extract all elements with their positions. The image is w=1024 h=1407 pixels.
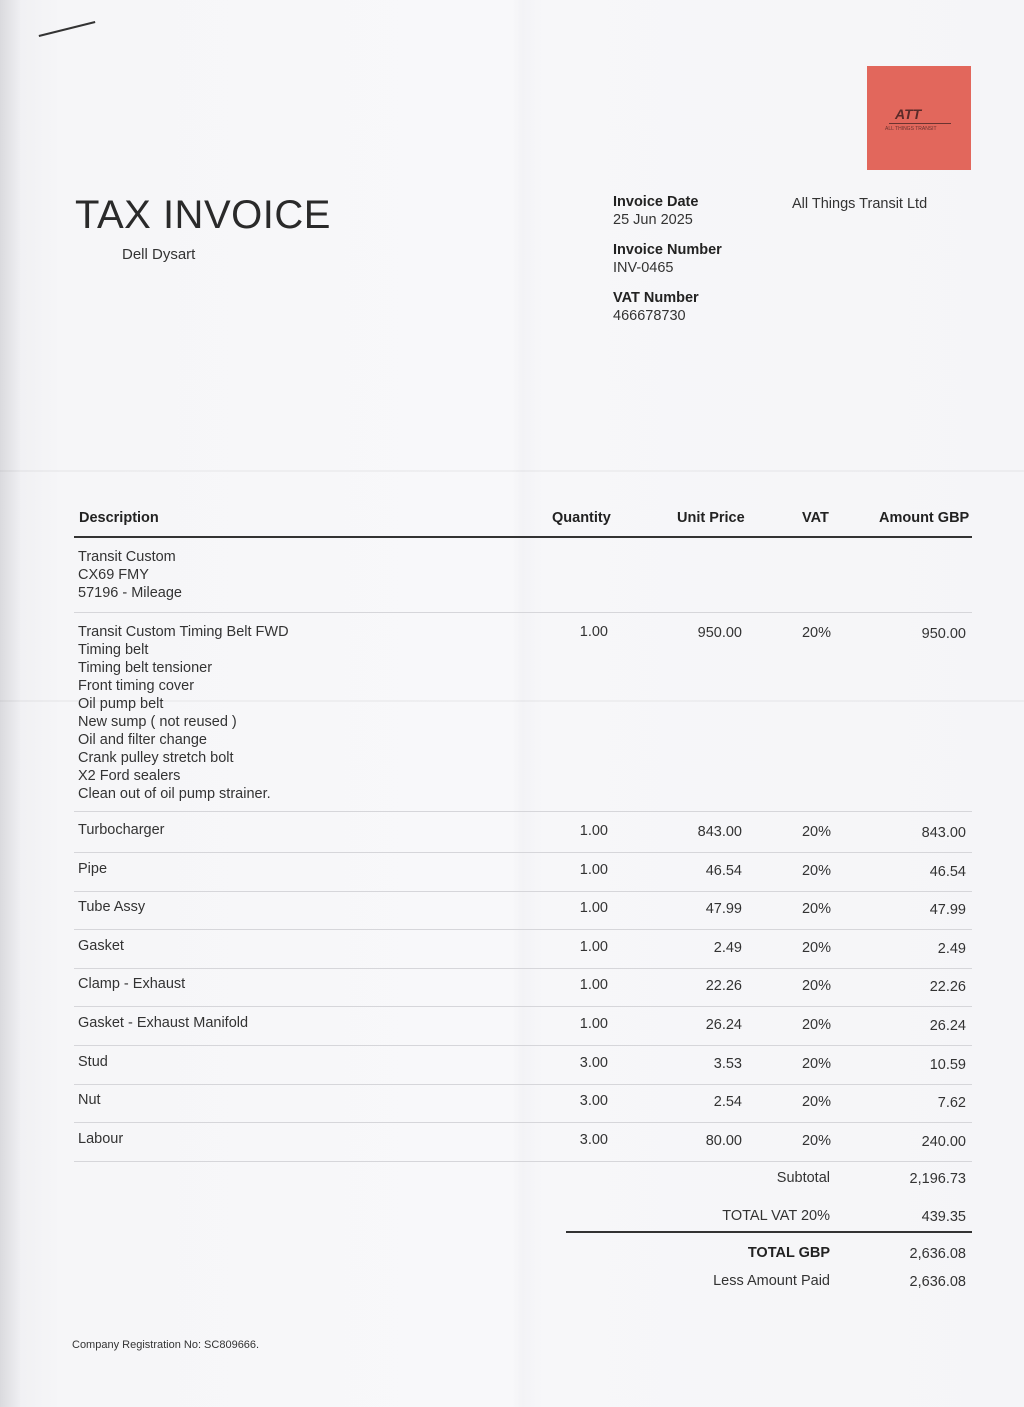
item-quantity: 1.00 bbox=[579, 1016, 608, 1032]
vat-total-label: TOTAL VAT 20% bbox=[722, 1208, 830, 1224]
vat-number-block bbox=[613, 289, 699, 325]
item-amount: 47.99 bbox=[929, 902, 966, 918]
page-edge-shadow bbox=[0, 0, 20, 1407]
item-quantity: 3.00 bbox=[579, 1132, 608, 1148]
main-item-amount: 950.00 bbox=[921, 626, 966, 642]
item-unit-price: 22.26 bbox=[705, 978, 742, 994]
row-divider bbox=[74, 891, 972, 892]
item-description: Stud bbox=[78, 1054, 108, 1070]
item-unit-price: 47.99 bbox=[705, 901, 742, 917]
paper-fold bbox=[0, 470, 1024, 472]
item-quantity: 3.00 bbox=[579, 1055, 608, 1071]
main-item-line: Crank pulley stretch bolt bbox=[78, 750, 234, 766]
subtotal-label: Subtotal bbox=[776, 1170, 830, 1186]
item-unit-price: 26.24 bbox=[705, 1017, 742, 1033]
item-description: Nut bbox=[78, 1092, 101, 1108]
item-unit-price: 2.54 bbox=[713, 1094, 742, 1110]
item-unit-price: 3.53 bbox=[713, 1056, 742, 1072]
vat-total-value: 439.35 bbox=[921, 1209, 966, 1225]
invoice-number-label: Invoice Number bbox=[613, 242, 722, 258]
item-vat: 20% bbox=[801, 1133, 831, 1149]
column-header-quantity: Quantity bbox=[552, 510, 611, 526]
main-item-line: Oil and filter change bbox=[78, 732, 207, 748]
pen-mark bbox=[39, 21, 96, 37]
item-quantity: 1.00 bbox=[579, 862, 608, 878]
vat-number-label: VAT Number bbox=[613, 290, 699, 306]
header-rule bbox=[74, 536, 972, 538]
item-vat: 20% bbox=[801, 1017, 831, 1033]
main-item-line: Front timing cover bbox=[78, 678, 195, 694]
item-amount: 22.26 bbox=[929, 979, 966, 995]
item-vat: 20% bbox=[801, 1094, 831, 1110]
item-unit-price: 80.00 bbox=[705, 1133, 742, 1149]
amount-paid-value: 2,636.08 bbox=[909, 1274, 966, 1290]
logo-subtitle: ALL THINGS TRANSIT bbox=[885, 126, 937, 132]
row-divider bbox=[74, 1084, 972, 1085]
item-quantity: 1.00 bbox=[579, 939, 608, 955]
total-gbp-value: 2,636.08 bbox=[909, 1246, 966, 1262]
main-item-quantity: 1.00 bbox=[579, 624, 608, 640]
main-item-vat: 20% bbox=[801, 625, 831, 641]
item-description: Clamp - Exhaust bbox=[78, 976, 186, 992]
company-registration: Company Registration No: SC809666. bbox=[72, 1339, 260, 1351]
main-item-line: Timing belt bbox=[78, 642, 149, 658]
row-divider bbox=[74, 1122, 972, 1123]
vehicle-mileage: 57196 - Mileage bbox=[78, 585, 182, 601]
item-amount: 46.54 bbox=[929, 864, 966, 880]
row-divider bbox=[74, 612, 972, 613]
main-item-line: Transit Custom Timing Belt FWD bbox=[78, 624, 289, 640]
item-amount: 26.24 bbox=[929, 1018, 966, 1034]
total-gbp-label: TOTAL GBP bbox=[747, 1245, 830, 1261]
column-header-vat: VAT bbox=[802, 510, 829, 526]
page-title: TAX INVOICE bbox=[75, 193, 331, 237]
item-amount: 10.59 bbox=[929, 1057, 966, 1073]
item-vat: 20% bbox=[801, 940, 831, 956]
item-amount: 240.00 bbox=[921, 1134, 966, 1150]
item-amount: 7.62 bbox=[937, 1095, 966, 1111]
column-header-unit-price: Unit Price bbox=[677, 510, 745, 526]
item-quantity: 1.00 bbox=[579, 900, 608, 916]
column-header-amount: Amount GBP bbox=[879, 510, 970, 526]
logo-mark: ATT bbox=[895, 106, 922, 122]
item-quantity: 1.00 bbox=[579, 977, 608, 993]
vehicle-model: Transit Custom bbox=[78, 549, 176, 565]
item-description: Pipe bbox=[78, 861, 108, 877]
main-item-description bbox=[78, 623, 289, 803]
vat-number-value: 466678730 bbox=[613, 308, 686, 324]
customer-name: Dell Dysart bbox=[122, 246, 196, 263]
item-unit-price: 843.00 bbox=[697, 824, 742, 840]
totals-rule bbox=[566, 1231, 972, 1233]
vehicle-registration: CX69 FMY bbox=[78, 567, 149, 583]
item-unit-price: 2.49 bbox=[713, 940, 742, 956]
item-vat: 20% bbox=[801, 978, 831, 994]
invoice-number-value: INV-0465 bbox=[613, 260, 674, 276]
item-quantity: 1.00 bbox=[579, 823, 608, 839]
invoice-date-label: Invoice Date bbox=[613, 194, 699, 210]
row-divider bbox=[74, 968, 972, 969]
main-item-line: Clean out of oil pump strainer. bbox=[78, 786, 271, 802]
company-logo bbox=[867, 66, 971, 170]
row-divider bbox=[74, 929, 972, 930]
row-divider bbox=[74, 1045, 972, 1046]
subtotal-value: 2,196.73 bbox=[909, 1171, 966, 1187]
main-item-line: X2 Ford sealers bbox=[78, 768, 181, 784]
row-divider bbox=[74, 852, 972, 853]
amount-paid-label: Less Amount Paid bbox=[713, 1273, 830, 1289]
column-header-description: Description bbox=[79, 510, 159, 526]
item-description: Labour bbox=[78, 1131, 124, 1147]
item-description: Tube Assy bbox=[78, 899, 146, 915]
item-quantity: 3.00 bbox=[579, 1093, 608, 1109]
item-description: Gasket - Exhaust Manifold bbox=[78, 1015, 249, 1031]
invoice-date-value: 25 Jun 2025 bbox=[613, 212, 693, 228]
main-item-line: Oil pump belt bbox=[78, 696, 164, 712]
main-item-unit-price: 950.00 bbox=[697, 625, 742, 641]
company-name: All Things Transit Ltd bbox=[792, 196, 928, 212]
item-amount: 843.00 bbox=[921, 825, 966, 841]
invoice-number-block bbox=[613, 241, 722, 277]
row-divider bbox=[74, 1006, 972, 1007]
item-amount: 2.49 bbox=[937, 941, 966, 957]
item-vat: 20% bbox=[801, 824, 831, 840]
item-vat: 20% bbox=[801, 863, 831, 879]
item-description: Turbocharger bbox=[78, 822, 165, 838]
item-vat: 20% bbox=[801, 1056, 831, 1072]
vehicle-details bbox=[78, 548, 182, 602]
row-divider bbox=[74, 811, 972, 812]
row-divider bbox=[74, 1161, 972, 1162]
logo-underline bbox=[889, 123, 951, 124]
item-vat: 20% bbox=[801, 901, 831, 917]
item-unit-price: 46.54 bbox=[705, 863, 742, 879]
main-item-line: Timing belt tensioner bbox=[78, 660, 213, 676]
main-item-line: New sump ( not reused ) bbox=[78, 714, 237, 730]
invoice-date-block bbox=[613, 193, 698, 229]
item-description: Gasket bbox=[78, 938, 124, 954]
